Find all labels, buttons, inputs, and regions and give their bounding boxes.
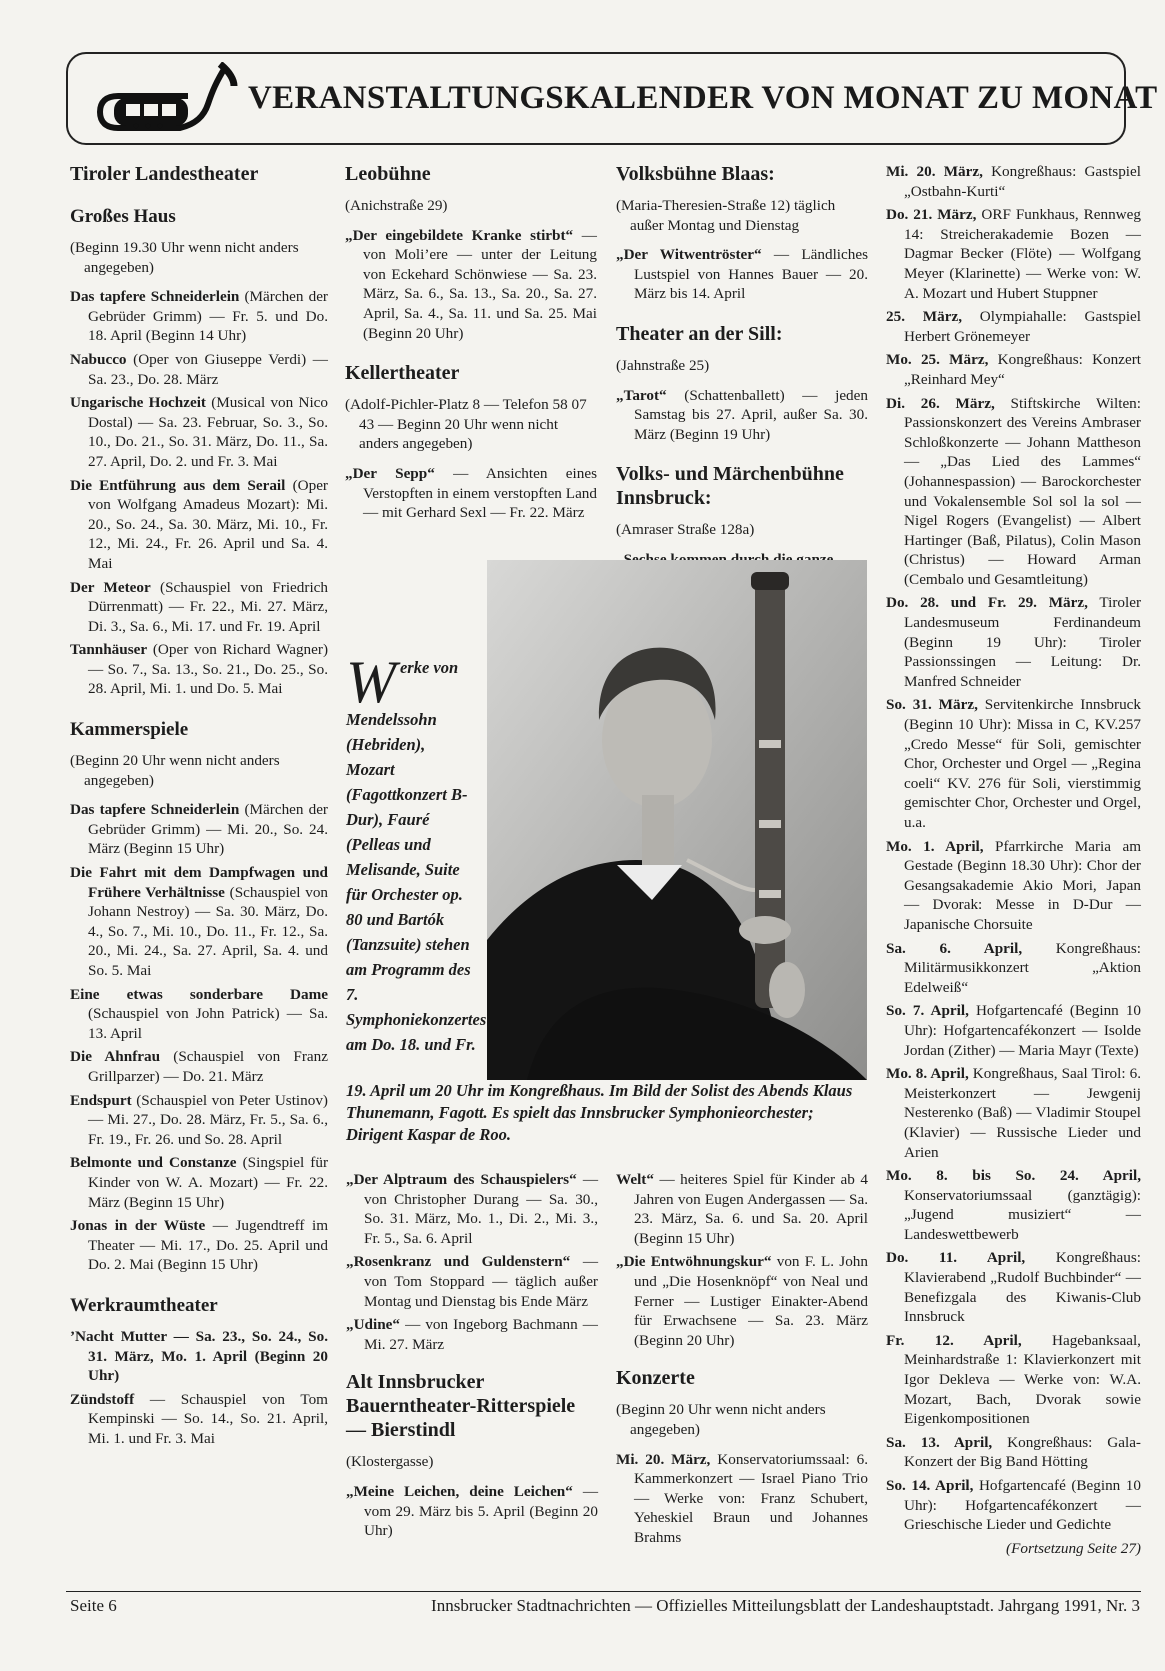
entry-details: Hagebanksaal, Meinhardstraße 1: Klavierkonzert mit Igor Dekleva — Werke von: W.A. Mozart, Bach, Dvorak sowie Eigenkompositionen: [904, 1331, 1141, 1428]
entry-title: Fr. 12. April,: [886, 1331, 1022, 1349]
entry-title: „Der Sepp“: [345, 464, 435, 482]
entry-title: Sa. 13. April,: [886, 1433, 993, 1451]
entry-title: „Der Alptraum des Schauspielers“: [346, 1171, 577, 1188]
list-item: [70, 287, 328, 346]
entries-keller-continued: [346, 1170, 598, 1354]
entry-title: So. 7. April,: [886, 1002, 969, 1020]
entry-title: Welt“: [616, 1171, 654, 1188]
entries-werkraum: [70, 1327, 328, 1449]
list-item: [70, 863, 328, 981]
list-item: [886, 162, 1141, 201]
entries-sill: [616, 386, 868, 445]
entries-grosses-haus: [70, 287, 328, 699]
entry-title: „Der eingebildete Kranke stirbt“: [345, 226, 574, 244]
entry-title: Tannhäuser: [70, 641, 148, 659]
entry-title: Das tapfere Schneiderlein: [70, 288, 240, 306]
entry-details: Tiroler Landesmuseum Ferdinandeum (Beginn 19 Uhr): Tiroler Passionssingen — Leitung: Dr. Manfred Schneider: [904, 594, 1142, 690]
section-note: (Adolf-Pichler-Platz 8 — Telefon 58 07 43 — Beginn 20 Uhr wenn nicht anders angegeben): [345, 396, 587, 453]
section-note: (Beginn 19.30 Uhr wenn nicht anders angegeben): [70, 239, 299, 276]
subsection-title: Großes Haus: [70, 206, 176, 227]
list-item: [70, 640, 328, 699]
section-title: Kellertheater: [345, 362, 460, 385]
list-item: [886, 1331, 1141, 1429]
section-note: (Amraser Straße 128a): [616, 521, 755, 539]
section-note: (Maria-Theresien-Straße 12) täglich außer Montag und Dienstag: [616, 197, 836, 234]
entry-title: Der Meteor: [70, 578, 151, 596]
section-title: Theater an der Sill:: [616, 322, 783, 345]
entry-details: — heiteres Spiel für Kinder ab 4 Jahren von Eugen Andergassen — Sa. 23. März, Sa. 6. und Sa. 20. April (Beginn 15 Uhr): [634, 1171, 868, 1247]
list-item: [886, 593, 1141, 691]
page-title: VERANSTALTUNGSKALENDER VON MONAT ZU MONAT: [248, 80, 1158, 116]
entry-title: Mo. 8. bis So. 24. April,: [886, 1167, 1141, 1185]
entries-ritter: [346, 1482, 598, 1541]
entry-details: (Schauspiel von Peter Ustinov) — Mi. 27., Do. 28. März, Fr. 5., Sa. 6., Fr. 19., Fr. 26. und So. 28. April: [88, 1091, 328, 1148]
entry-title: „Tarot“: [616, 386, 667, 404]
entry-title: Sa. 6. April,: [886, 939, 1023, 957]
page-number: Seite 6: [70, 1596, 117, 1615]
entry-title: Mo. 25. März,: [886, 351, 989, 369]
list-item: [70, 1153, 328, 1212]
section-title: Volksbühne Blaas:: [616, 163, 775, 185]
entry-title: Do. 21. März,: [886, 206, 977, 224]
entry-title: Nabucco: [70, 350, 127, 368]
column-keller-continued: [346, 1170, 598, 1545]
entry-details: (Oper von Richard Wagner) — So. 7., Sa. 13., So. 21., Do. 25., So. 28. April, Mi. 1. und Do. 5. Mai: [88, 641, 328, 698]
entry-title: Das tapfere Schneiderlein: [70, 801, 240, 819]
photo-caption-side: [346, 649, 487, 1057]
entries-kammerspiele: [70, 800, 328, 1275]
publication-info: Innsbrucker Stadtnachrichten — Offizielles Mitteilungsblatt der Landeshauptstadt. Jahrgang 1991, Nr. 3: [431, 1596, 1140, 1615]
entry-title: Die Ahnfrau: [70, 1048, 161, 1066]
entry-details: Kongreßhaus: Konzert „Reinhard Mey“: [904, 351, 1141, 388]
entries-keller: [345, 464, 597, 523]
entry-details: — Ansichten eines Verstopften in einem verstopften Land — mit Gerhard Sexl — Fr. 22. März: [363, 464, 597, 522]
section-note: (Jahnstraße 25): [616, 356, 710, 374]
entry-details: — von Ingeborg Bachmann — Mi. 27. März: [364, 1316, 598, 1353]
list-item: [70, 800, 328, 859]
list-item: [886, 1166, 1141, 1244]
entry-details: — von Christopher Durang — Sa. 30., So. 31. März, Mo. 1., Di. 2., Mi. 3., Fr. 5., Sa. 6. April: [364, 1171, 599, 1247]
list-item: [346, 1170, 598, 1248]
entry-details: Hofgartencafé (Beginn 10 Uhr): Hofgartencafékonzert — Grieschische Lieder und Gedichte: [904, 1477, 1141, 1534]
entry-title: Eine etwas sonderbare Dame: [70, 985, 328, 1003]
entry-title: Die Fahrt mit dem Dampfwagen und Frühere Verhältnisse: [70, 864, 328, 901]
entry-details: Konservatoriumssaal (ganztägig): „Jugend musiziert“ — Landeswettbewerb: [904, 1186, 1141, 1243]
entries-leobuehne: [345, 226, 597, 344]
entry-details: — Schauspiel von Tom Kempinski — So. 14., So. 21. April, Mi. 1. und Fr. 3. Mai: [88, 1390, 328, 1447]
list-item: [346, 1482, 598, 1541]
caption-dropcap: W: [346, 649, 396, 715]
entry-details: — Ländliches Lustspiel von Hannes Bauer — 20. März bis 14. April: [634, 246, 868, 303]
entry-title: Belmonte und Constanze: [70, 1154, 237, 1172]
entry-details: (Schauspiel von John Patrick) — Sa. 13. April: [88, 1005, 328, 1042]
list-item: [345, 226, 597, 344]
list-item: [886, 205, 1141, 303]
section-note: (Beginn 20 Uhr wenn nicht anders angegeben): [616, 1401, 826, 1438]
page-header: [66, 52, 1158, 145]
entry-details: (Märchen der Gebrüder Grimm) — Fr. 5. und Do. 18. April (Beginn 14 Uhr): [88, 288, 328, 345]
entries-konzerte-list: [886, 162, 1141, 1535]
tuba-logo-icon: [88, 62, 238, 142]
entry-details: Kongreßhaus: Militärmusikkonzert „Aktion Edelweiß“: [904, 939, 1141, 996]
list-item: [346, 1252, 598, 1311]
section-title: Konzerte: [616, 1367, 695, 1390]
entry-details: Olympiahalle: Gastspiel Herbert Grönemeyer: [904, 308, 1141, 345]
list-item: [886, 1064, 1141, 1162]
list-item: [70, 1390, 328, 1449]
entry-title: „Meine Leichen, deine Leichen“: [346, 1482, 573, 1500]
entries-maerchen-continued: [616, 1170, 868, 1350]
entry-details: (Schauspiel von Johann Nestroy) — Sa. 30. März, Do. 4., So. 7., Mi. 10., Do. 11., Fr. 12., Sa. 20., Mi. 24., Sa. 27. April, Sa. 4. und So. 5. Mai: [88, 883, 329, 979]
entry-title: „Udine“: [346, 1316, 401, 1334]
entry-details: (Märchen der Gebrüder Grimm) — Mi. 20., So. 24. März (Beginn 15 Uhr): [88, 801, 328, 858]
entry-details: Kongreßhaus: Klavierabend „Rudolf Buchbinder“ — Benefizgala des Kiwanis-Club Innsbruck: [904, 1249, 1141, 1326]
entry-details: (Oper von Giuseppe Verdi) — Sa. 23., Do. 28. März: [88, 350, 328, 388]
section-title: Leobühne: [345, 163, 431, 185]
list-item: [70, 1091, 328, 1150]
section-title: Alt Innsbrucker Bauerntheater-Ritterspiele — Bierstindl: [346, 1371, 576, 1442]
entry-title: So. 14. April,: [886, 1477, 974, 1494]
entry-title: Mo. 8. April,: [886, 1065, 969, 1083]
entry-title: Di. 26. März,: [886, 394, 995, 412]
footer-rule: [66, 1591, 1141, 1592]
list-item: [70, 393, 328, 471]
entries-konzerte: [616, 1450, 868, 1548]
list-item: [70, 985, 328, 1044]
column-konzerte: [886, 162, 1141, 1558]
subsection-title: Werkraumtheater: [70, 1294, 218, 1316]
entry-details: — vom 29. März bis 5. April (Beginn 20 Uhr): [364, 1482, 598, 1540]
entry-title: 25. März,: [886, 308, 962, 326]
list-item: [886, 350, 1141, 389]
entry-details: (Schauspiel von Franz Grillparzer) — Do. 21. März: [88, 1048, 329, 1085]
entry-details: Kongreßhaus: Gala-Konzert der Big Band Hötting: [904, 1433, 1141, 1471]
entry-details: Kongreßhaus: Gastspiel „Ostbahn-Kurti“: [904, 163, 1141, 200]
list-item: [70, 1216, 328, 1275]
entry-details: (Schattenballett) — jeden Samstag bis 27. April, außer Sa. 30. März (Beginn 19 Uhr): [634, 386, 868, 443]
entry-title: „Rosenkranz und Guldenstern“: [346, 1253, 571, 1271]
column-maerchen-continued: [616, 1170, 868, 1552]
list-item: [616, 1252, 868, 1350]
column-landestheater: [70, 162, 328, 1452]
column-volksbuehne: [616, 162, 868, 574]
entry-details: Kongreßhaus, Saal Tirol: 6. Meisterkonzert — Jewgenij Nesterenko (Baß) — Vladimir Stoupel (Klavier) — Russische Lieder und Arien: [904, 1065, 1141, 1161]
list-item: [70, 1327, 328, 1386]
entry-details: — Jugendtreff im Theater — Mi. 17., Do. 25. April und Do. 2. Mai (Beginn 15 Uhr): [88, 1217, 329, 1274]
entry-title: „Die Entwöhnungskur“: [616, 1253, 772, 1271]
entry-details: (Oper von Wolfgang Amadeus Mozart): Mi. 20., So. 24., Sa. 30. März, Mi. 10., Fr. 12., Mi. 24., Fr. 26. April und Sa. 4. Mai: [88, 476, 328, 572]
entry-title: „Der Witwentröster“: [616, 246, 762, 264]
entry-title: Do. 28. und Fr. 29. März,: [886, 594, 1088, 612]
entry-title: Endspurt: [70, 1091, 132, 1109]
entry-title: Jonas in der Wüste: [70, 1217, 206, 1235]
list-item: [886, 939, 1141, 998]
list-item: [70, 350, 328, 389]
list-item: [616, 1170, 868, 1248]
entry-details: (Musical von Nico Dostal) — Sa. 23. Februar, So. 3., So. 10., Do. 21., So. 31. März, Do. 11., Sa. 27. April, Do. 2. und Fr. 3. Mai: [88, 394, 328, 470]
entry-title: So. 31. März,: [886, 696, 978, 714]
list-item: [886, 1001, 1141, 1060]
continued-note: (Fortsetzung Seite 27): [1006, 1539, 1141, 1557]
entry-details: (Singspiel für Kinder von W. A. Mozart) — Fr. 22. März (Beginn 15 Uhr): [88, 1154, 328, 1211]
section-note: (Beginn 20 Uhr wenn nicht anders angegeben): [70, 752, 280, 789]
list-item: [345, 464, 597, 523]
list-item: [616, 245, 868, 304]
list-item: [886, 1433, 1141, 1472]
entry-title: Zündstoff: [70, 1390, 135, 1408]
section-note: (Anichstraße 29): [345, 197, 448, 214]
entry-title: Mi. 20. März,: [616, 1450, 711, 1468]
photo-caption-bottom: 19. April um 20 Uhr im Kongreßhaus. Im Bild der Solist des Abends Klaus Thunemann, Fagott. Es spielt das Innsbrucker Symphonieorchester; Dirigent Kaspar de Roo.: [346, 1081, 853, 1144]
entry-details: Konservatoriumssaal: 6. Kammerkonzert — Israel Piano Trio — Werke von: Franz Schubert, Yeheskiel Braun und Johannes Brahms: [634, 1450, 868, 1546]
entry-title: ’Nacht Mutter — Sa. 23., So. 24., So. 31. März, Mo. 1. April (Beginn 20 Uhr): [70, 1327, 328, 1385]
list-item: [886, 1248, 1141, 1326]
list-item: [886, 837, 1141, 935]
list-item: [70, 1047, 328, 1086]
entry-title: Die Entführung aus dem Serail: [70, 476, 286, 494]
photo-illustration: [487, 560, 867, 1080]
section-note: (Klostergasse): [346, 1453, 434, 1471]
entry-title: Mi. 20. März,: [886, 163, 983, 180]
list-item: [616, 386, 868, 445]
entry-title: Ungarische Hochzeit: [70, 394, 206, 412]
entry-details: Pfarrkirche Maria am Gestade (Beginn 18.30 Uhr): Chor der Gesangsakademie Akio Mori, Japan — Dvorak: Messe in D-Dur — Japanische Chorsuite: [904, 837, 1142, 933]
subsection-title: Kammerspiele: [70, 719, 189, 741]
entry-details: von F. L. John und „Die Hosenknöpf“ von Neal und Ferner — Lustiger Einakter-Abend für Erwachsene — Sa. 23. März (Beginn 20 Uhr): [634, 1253, 868, 1349]
section-title: Tiroler Landestheater: [70, 163, 259, 185]
column-leobuehne-keller: [345, 162, 597, 527]
list-item: [70, 476, 328, 574]
entries-blaas: [616, 245, 868, 304]
list-item: [616, 1450, 868, 1548]
list-item: [886, 307, 1141, 346]
entry-details: — von Tom Stoppard — täglich außer Montag und Dienstag bis Ende März: [364, 1253, 598, 1310]
entry-details: (Schauspiel von Friedrich Dürrenmatt) — Fr. 22., Mi. 27. März, Di. 3., Sa. 6., Mi. 17. und Fr. 19. April: [88, 578, 329, 635]
entry-details: Hofgartencafé (Beginn 10 Uhr): Hofgartencafékonzert — Isolde Jordan (Zither) — Maria Mayr (Texte): [904, 1002, 1142, 1059]
list-item: [886, 394, 1141, 590]
list-item: [70, 578, 328, 637]
list-item: [346, 1315, 598, 1354]
entry-details: Stiftskirche Wilten: Passionskonzert des Vereins Ambraser Schloßkonzerte — Johann Mattheson — „Das Lied des Lammes“ (Johannespassion) — Barockorchester und Vokalensemble Sol sol la sol — Nigel Rogers (Evangelist) — Albert Hartinger (Baß, Pilatus), Colin Mason (Christus) — Howard Arman (Cembalo und Gesamtleitung): [904, 394, 1141, 588]
entry-details: — von Moli’ere — unter der Leitung von Eckehard Schönwiese — Sa. 23. März, Sa. 6., Sa. 13., Sa. 20., Sa. 27. April, Sa. 4., Sa. 11. und Sa. 25. Mai (Beginn 20 Uhr): [363, 226, 597, 342]
entry-title: Do. 11. April,: [886, 1249, 1026, 1267]
entry-details: ORF Funkhaus, Rennweg 14: Streicherakademie Bozen — Dagmar Becker (Flöte) — Wolfgang Meyer (Klarinette) — Werke von: W. A. Mozart und Hubert Stuppner: [904, 206, 1141, 302]
entry-title: Mo. 1. April,: [886, 837, 984, 855]
entry-details: Servitenkirche Innsbruck (Beginn 10 Uhr): Missa in C, KV.257 „Credo Messe“ für Soli, gemischter Chor, Orchester und Orgel — „Regina coeli“ KV. 276 für Soli, vierstimmig gemischter Chor, Orchester und Orgel, u.a.: [904, 696, 1142, 831]
section-title: Volks- und Märchenbühne Innsbruck:: [616, 463, 844, 510]
photo-bassoonist: [487, 560, 867, 1080]
caption-side-text: erke von Mendelssohn (Hebriden), Mozart (Fagottkonzert B-Dur), Fauré (Pelleas und Melisande, Suite für Orchester op. 80 und Bartók (Tanzsuite) stehen am Programm des 7. Symphoniekonzertes am Do. 18. und Fr.: [346, 658, 487, 1054]
list-item: [886, 695, 1141, 832]
list-item: [886, 1476, 1141, 1535]
